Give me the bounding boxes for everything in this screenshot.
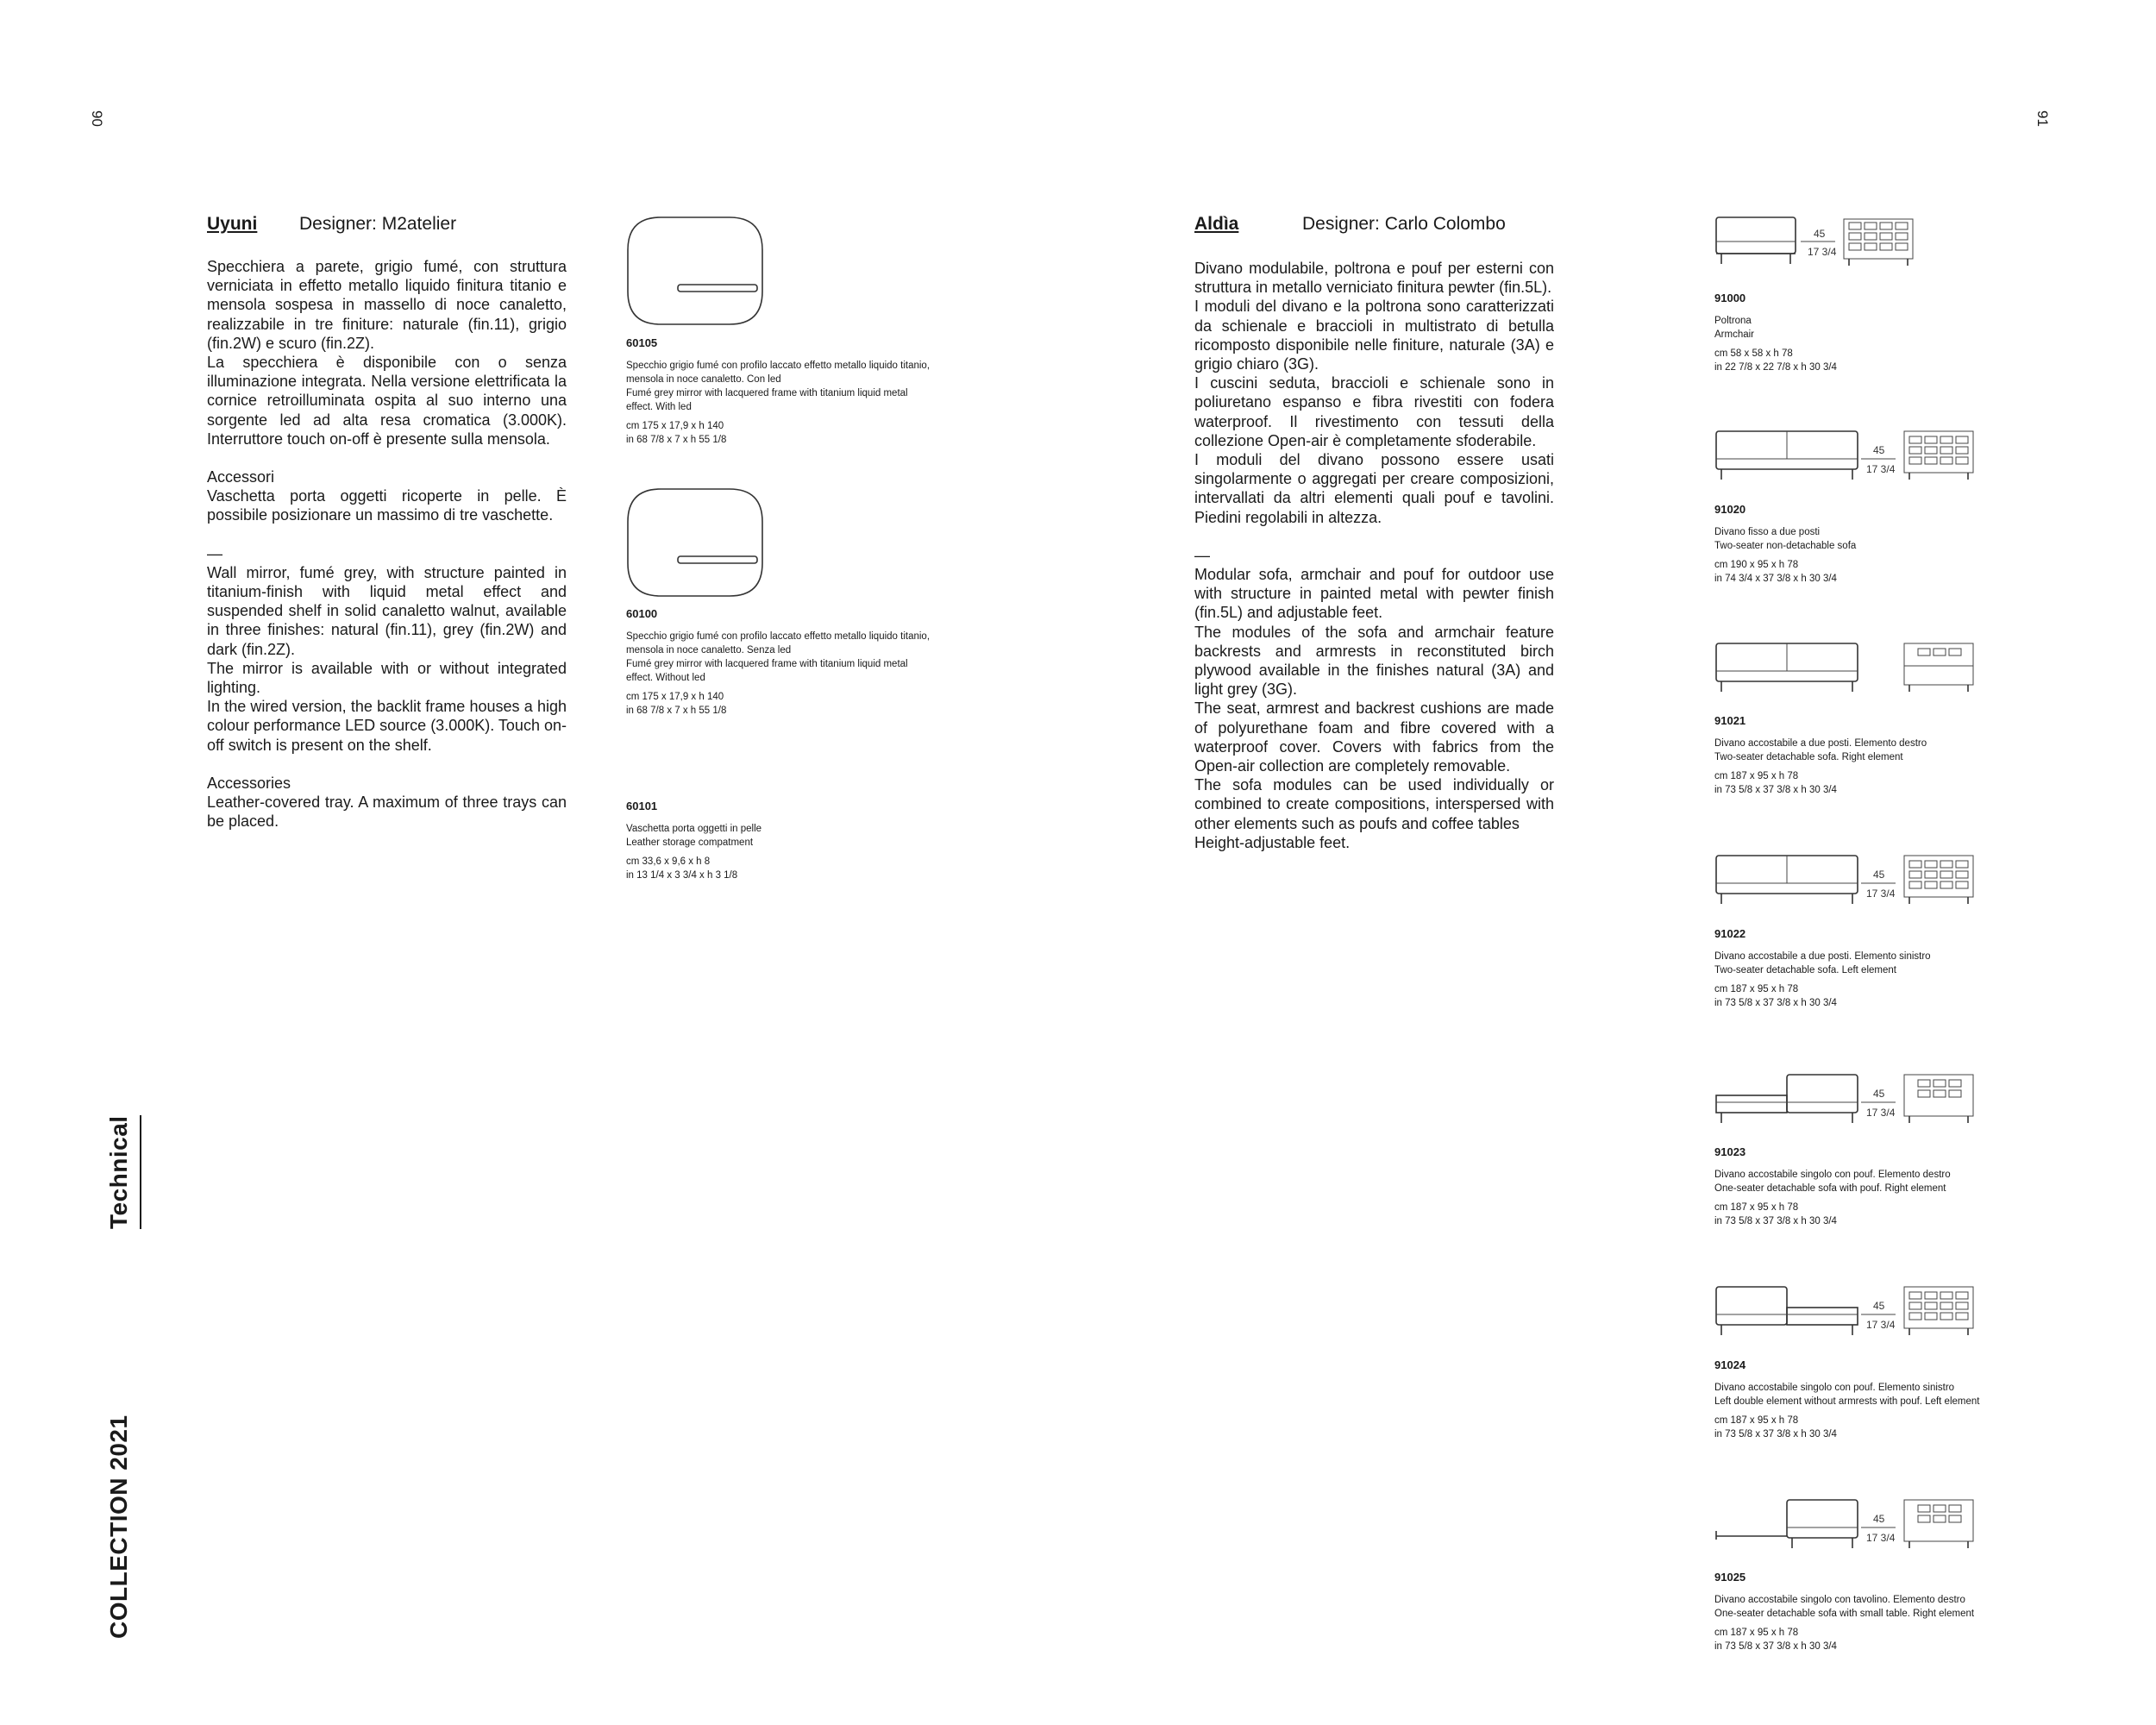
- dim-depth-label: 45: [1814, 228, 1826, 240]
- product-code: 91022: [1714, 927, 1746, 940]
- product-dims-in: in 74 3/4 x 37 3/8 x h 30 3/4: [1714, 574, 1837, 584]
- product-desc-en: One-seater detachable sofa with small table. Right element: [1714, 1609, 1975, 1619]
- product-desc-it: Vaschetta porta oggetti in pelle: [626, 824, 762, 834]
- product-91025: [1714, 1571, 2077, 1653]
- product-desc-en: Fumé grey mirror with lacquered frame with titanium liquid metal effect. Without led: [626, 659, 908, 683]
- uyuni-designer: Designer: M2atelier: [299, 214, 457, 234]
- product-code: 60100: [626, 607, 658, 620]
- product-desc-en: Fumé grey mirror with lacquered frame with titanium liquid metal effect. With led: [626, 388, 908, 412]
- uyuni-heading: [207, 214, 457, 235]
- uyuni-dash: —: [207, 544, 222, 562]
- dim-depth-in-label: 17 3/4: [1866, 1319, 1896, 1331]
- section-label-technical: Technical: [105, 1115, 141, 1229]
- page-number-left: 90: [89, 110, 105, 127]
- drawing-91022: [1714, 852, 1982, 908]
- product-desc-en: Armchair: [1714, 329, 1755, 340]
- dim-depth-label: 45: [1873, 1513, 1885, 1525]
- product-60101: [626, 800, 937, 882]
- uyuni-en-accessories-title: Accessories: [207, 774, 291, 792]
- dim-depth-in-label: 17 3/4: [1866, 888, 1896, 900]
- uyuni-en-text-3: In the wired version, the backlit frame houses a high colour performance LED source (3.000K). Touch on-off switch is present on the shelf.: [207, 698, 567, 754]
- drawing-91023: [1714, 1071, 1982, 1127]
- product-code: 91021: [1714, 714, 1746, 727]
- product-dims-cm: cm 187 x 95 x h 78: [1714, 1628, 1799, 1638]
- aldia-en-1: Modular sofa, armchair and pouf for outdoor use with structure in painted metal with pewter finish (fin.5L) and adjustable feet.: [1194, 566, 1554, 622]
- uyuni-it-accessories: Vaschetta porta oggetti ricoperte in pelle. È possibile posizionare un massimo di tre vaschette.: [207, 487, 567, 524]
- product-desc-it: Divano accostabile singolo con tavolino. Elemento destro: [1714, 1595, 1965, 1605]
- aldia-en-5: Height-adjustable feet.: [1194, 833, 1351, 851]
- uyuni-it-text-2: La specchiera è disponibile con o senza illuminazione integrata. Nella versione elettrificata la cornice retroilluminata ospita al suo interno una sorgente led ad alta resa cromatica (3.000K). Interruttore touch on-off è presente sulla mensola.: [207, 354, 567, 448]
- product-dims-cm: cm 175 x 17,9 x h 140: [626, 421, 724, 431]
- product-91000: [1714, 292, 2059, 374]
- aldia-en-4: The sofa modules can be used individually or combined to create compositions, interspersed with other elements such as poufs and coffee tables: [1194, 776, 1554, 832]
- aldia-description: [1194, 259, 1554, 852]
- product-91021: [1714, 714, 2059, 797]
- product-desc-en: Two-seater detachable sofa. Left element: [1714, 965, 1896, 975]
- product-dims-in: in 68 7/8 x 7 x h 55 1/8: [626, 706, 727, 716]
- product-desc-it: Specchio grigio fumé con profilo laccato effetto metallo liquido titanio, mensola in noce canaletto. Con led: [626, 361, 931, 385]
- product-dims-in: in 73 5/8 x 37 3/8 x h 30 3/4: [1714, 1429, 1837, 1440]
- product-dims-in: in 73 5/8 x 37 3/8 x h 30 3/4: [1714, 785, 1837, 795]
- product-dims-in: in 73 5/8 x 37 3/8 x h 30 3/4: [1714, 1216, 1837, 1226]
- drawing-91021: [1714, 640, 1982, 696]
- aldia-it-4: I moduli del divano possono essere usati singolarmente o aggregati per creare composizioni, intervallati da altri elementi quali pouf e tavolini. Piedini regolabili in altezza.: [1194, 451, 1554, 526]
- dim-depth-in-label: 17 3/4: [1866, 1532, 1896, 1544]
- product-dims-cm: cm 175 x 17,9 x h 140: [626, 692, 724, 702]
- product-dims-cm: cm 187 x 95 x h 78: [1714, 1415, 1799, 1426]
- product-91020: [1714, 503, 2059, 586]
- product-desc-it: Poltrona: [1714, 316, 1752, 326]
- aldia-product-name: Aldìa: [1194, 214, 1239, 234]
- product-desc-it: Divano accostabile a due posti. Elemento destro: [1714, 738, 1927, 749]
- aldia-it-1: Divano modulabile, poltrona e pouf per esterni con struttura in metallo verniciato finitura pewter (fin.5L).: [1194, 260, 1554, 297]
- product-desc-it: Divano fisso a due posti: [1714, 527, 1821, 537]
- product-code: 60105: [626, 336, 658, 349]
- product-91022: [1714, 927, 2059, 1010]
- product-dims-cm: cm 190 x 95 x h 78: [1714, 560, 1799, 570]
- product-91023: [1714, 1145, 2059, 1228]
- product-desc-it: Divano accostabile a due posti. Elemento sinistro: [1714, 951, 1931, 962]
- product-91024: [1714, 1358, 2077, 1441]
- product-code: 91020: [1714, 503, 1746, 516]
- product-desc-it: Divano accostabile singolo con pouf. Elemento destro: [1714, 1170, 1951, 1180]
- product-dims-in: in 13 1/4 x 3 3/4 x h 3 1/8: [626, 870, 738, 881]
- aldia-designer: Designer: Carlo Colombo: [1302, 214, 1506, 234]
- drawing-91025: [1714, 1496, 1982, 1552]
- product-dims-in: in 73 5/8 x 37 3/8 x h 30 3/4: [1714, 998, 1837, 1008]
- product-60100: [626, 607, 937, 718]
- product-code: 91024: [1714, 1358, 1746, 1371]
- product-dims-in: in 73 5/8 x 37 3/8 x h 30 3/4: [1714, 1641, 1837, 1652]
- aldia-dash: —: [1194, 546, 1210, 564]
- uyuni-en-text-2: The mirror is available with or without integrated lighting.: [207, 659, 567, 697]
- product-dims-in: in 22 7/8 x 22 7/8 x h 30 3/4: [1714, 362, 1837, 373]
- drawing-91020: [1714, 428, 1982, 484]
- product-dims-in: in 68 7/8 x 7 x h 55 1/8: [626, 435, 727, 445]
- product-dims-cm: cm 33,6 x 9,6 x h 8: [626, 856, 711, 867]
- product-desc-en: Two-seater non-detachable sofa: [1714, 541, 1857, 551]
- uyuni-description: [207, 257, 567, 831]
- uyuni-it-text: Specchiera a parete, grigio fumé, con struttura verniciata in effetto metallo liquido finitura titanio e mensola sospesa in massello di noce canaletto, realizzabile in tre finiture: naturale (fin.11), grigio (fin.2W) e scuro (fin.2Z).: [207, 258, 567, 352]
- product-desc-it: Specchio grigio fumé con profilo laccato effetto metallo liquido titanio, mensola in noce canaletto. Senza led: [626, 631, 931, 656]
- product-code: 91023: [1714, 1145, 1746, 1158]
- drawing-91024: [1714, 1283, 1982, 1339]
- dim-depth-label: 45: [1873, 444, 1885, 456]
- mirror-drawing-60105: [626, 216, 764, 328]
- product-desc-en: Left double element without armrests with pouf. Left element: [1714, 1396, 1980, 1407]
- uyuni-en-accessories: Leather-covered tray. A maximum of three trays can be placed.: [207, 794, 567, 831]
- uyuni-en-text: Wall mirror, fumé grey, with structure painted in titanium-finish with liquid metal effect and suspended shelf in solid canaletto walnut, available in three finishes: natural (fin.11), grey (fin.2W) and dark (fin.2Z).: [207, 563, 567, 658]
- drawing-91000: [1714, 216, 1982, 267]
- collection-label: COLLECTION 2021: [105, 1414, 132, 1639]
- product-dims-cm: cm 58 x 58 x h 78: [1714, 348, 1793, 359]
- dim-depth-label: 45: [1873, 1088, 1885, 1100]
- page-number-right: 91: [2034, 110, 2051, 127]
- product-desc-en: Two-seater detachable sofa. Right element: [1714, 752, 1903, 762]
- product-desc-it: Divano accostabile singolo con pouf. Elemento sinistro: [1714, 1383, 1955, 1393]
- product-code: 60101: [626, 800, 658, 812]
- product-dims-cm: cm 187 x 95 x h 78: [1714, 771, 1799, 781]
- dim-depth-label: 45: [1873, 869, 1885, 881]
- product-code: 91000: [1714, 292, 1746, 304]
- aldia-en-2: The modules of the sofa and armchair feature backrests and armrests in reconstituted birch plywood available in the finishes natural (3A) and light grey (3G).: [1194, 623, 1554, 699]
- dim-depth-in-label: 17 3/4: [1808, 246, 1837, 258]
- product-code: 91025: [1714, 1571, 1746, 1584]
- dim-depth-in-label: 17 3/4: [1866, 463, 1896, 475]
- product-60105: [626, 336, 937, 447]
- dim-depth-in-label: 17 3/4: [1866, 1107, 1896, 1119]
- aldia-it-2: I moduli del divano e la poltrona sono caratterizzati da schienale e braccioli in multistrato di betulla ricomposto disponibile nelle finiture, naturale (3A) e grigio chiaro (3G).: [1194, 298, 1554, 373]
- uyuni-it-accessories-title: Accessori: [207, 468, 275, 486]
- product-desc-en: Leather storage compatment: [626, 837, 754, 848]
- mirror-drawing-60100: [626, 487, 764, 599]
- dim-depth-label: 45: [1873, 1300, 1885, 1312]
- uyuni-product-name: Uyuni: [207, 214, 258, 234]
- product-dims-cm: cm 187 x 95 x h 78: [1714, 1202, 1799, 1213]
- aldia-it-3: I cuscini seduta, braccioli e schienale sono in poliuretano espanso e fibra rivestiti con fodera waterproof. Il rivestimento con tessuti della collezione Open-air è completamente sfoderabile.: [1194, 374, 1554, 449]
- product-desc-en: One-seater detachable sofa with pouf. Right element: [1714, 1183, 1946, 1194]
- aldia-en-3: The seat, armrest and backrest cushions are made of polyurethane foam and fibre covered with a waterproof cover. Covers with fabrics from the Open-air collection are completely removable.: [1194, 699, 1554, 775]
- product-dims-cm: cm 187 x 95 x h 78: [1714, 984, 1799, 994]
- aldia-heading: [1194, 214, 1506, 235]
